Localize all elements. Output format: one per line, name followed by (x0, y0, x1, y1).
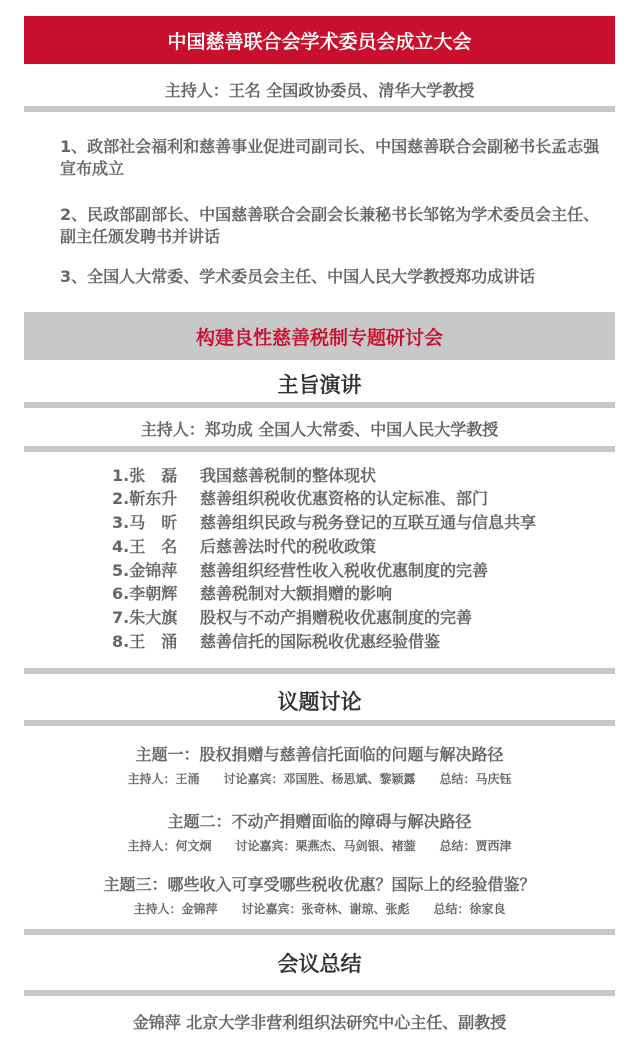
divider (24, 106, 615, 112)
founding-item-2: 2、民政部副部长、中国慈善联合会副会长兼秘书长邹铭为学术委员会主任、副主任颁发聘书并讲话 (60, 205, 600, 246)
speaker-name: 1.张 磊 (112, 466, 178, 485)
speech-topic: 股权与不动产捐赠税收优惠制度的完善 (200, 608, 473, 627)
topic-title: 主题三：哪些收入可享受哪些税收优惠？国际上的经验借鉴？ (103, 875, 536, 894)
seminar-title-banner (24, 312, 615, 360)
speech-row (112, 465, 376, 487)
divider (24, 446, 615, 452)
speaker-name: 5.金锦萍 (112, 561, 178, 580)
speaker-name: 8.王 涌 (112, 632, 178, 651)
speech-topic: 慈善组织民政与税务登记的互联互通与信息共享 (200, 513, 537, 532)
speech-row (112, 560, 488, 582)
topic-title: 主题二：不动产捐赠面临的障碍与解决路径 (167, 812, 472, 831)
founding-item-1: 1、政部社会福利和慈善事业促进司副司长、中国慈善联合会副秘书长孟志强宣布成立 (60, 137, 600, 178)
keynote-host: 主持人：郑功成 全国人大常委、中国人民大学教授 (140, 420, 499, 439)
speech-topic: 慈善组织经营性收入税收优惠制度的完善 (200, 561, 489, 580)
speech-row (112, 488, 488, 510)
topic-details: 主持人：何文炯 讨论嘉宾：栗燕杰、马剑银、褚蓥 总结：贾西津 (127, 839, 512, 853)
speech-topic: 慈善税制对大额捐赠的影响 (200, 584, 393, 603)
divider (24, 720, 615, 726)
speech-topic: 慈善信托的国际税收优惠经验借鉴 (200, 632, 441, 651)
speech-row (112, 536, 376, 558)
divider (24, 402, 615, 408)
speaker-name: 4.王 名 (112, 537, 178, 556)
speech-topic: 我国慈善税制的整体现状 (200, 466, 377, 485)
speech-topic: 慈善组织税收优惠资格的认定标准、部门 (200, 489, 489, 508)
seminar-title: 构建良性慈善税制专题研讨会 (195, 326, 443, 349)
topic-title: 主题一：股权捐赠与慈善信托面临的问题与解决路径 (135, 745, 504, 764)
divider (24, 990, 615, 996)
discussion-title: 议题讨论 (277, 690, 362, 714)
founding-title-banner (24, 16, 615, 64)
founding-host: 主持人：王名 全国政协委员、清华大学教授 (164, 81, 475, 100)
keynote-title: 主旨演讲 (277, 373, 362, 397)
founding-title: 中国慈善联合会学术委员会成立大会 (167, 30, 472, 53)
speech-row (112, 631, 440, 653)
topic-details: 主持人：金锦萍 讨论嘉宾：张奇林、谢琼、张彪 总结：徐家良 (133, 902, 506, 916)
summary-title: 会议总结 (277, 952, 362, 976)
speaker-name: 7.朱大旗 (112, 608, 178, 627)
summary-text: 金锦萍 北京大学非营利组织法研究中心主任、副教授 (132, 1013, 507, 1032)
speech-topic: 后慈善法时代的税收政策 (200, 537, 377, 556)
speaker-name: 3.马 昕 (112, 513, 178, 532)
divider (24, 929, 615, 935)
speech-row (112, 607, 472, 629)
speaker-name: 2.靳东升 (112, 489, 178, 508)
speech-row (112, 583, 392, 605)
speech-row (112, 512, 536, 534)
topic-details: 主持人：王涌 讨论嘉宾：邓国胜、杨思斌、黎颖露 总结：马庆钰 (127, 772, 512, 786)
speaker-name: 6.李朝辉 (112, 584, 178, 603)
founding-item-3: 3、全国人大常委、学术委员会主任、中国人民大学教授郑功成讲话 (60, 267, 536, 286)
divider (24, 668, 615, 674)
